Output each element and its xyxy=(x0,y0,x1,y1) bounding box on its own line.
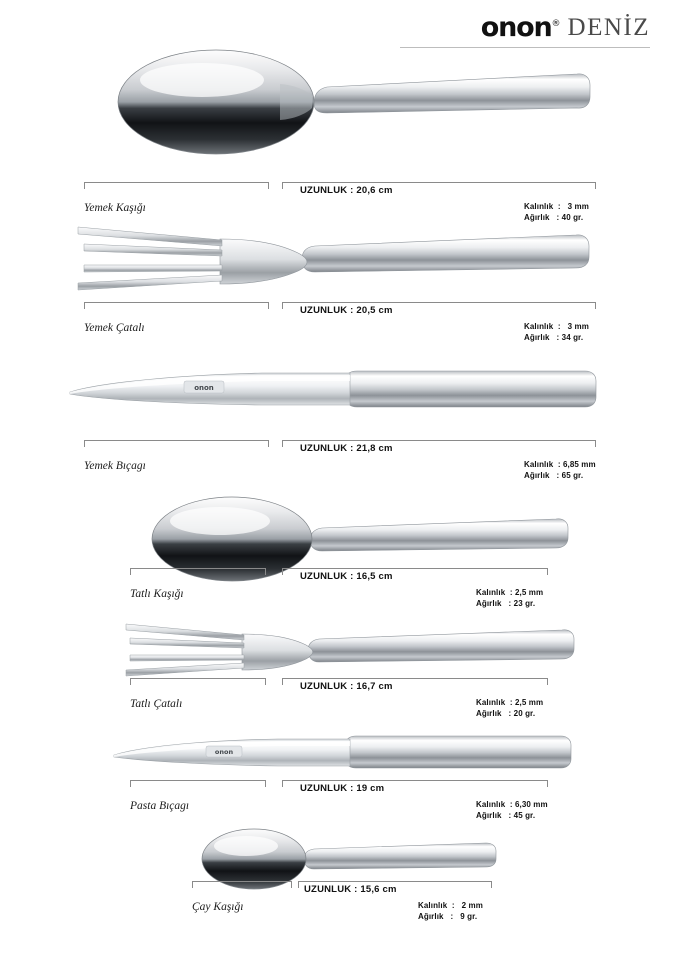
length-label-1: UZUNLUK : 20,6 cm xyxy=(300,185,393,196)
knife-illustration-1 xyxy=(62,367,602,437)
svg-text:onon: onon xyxy=(214,748,234,756)
brand-logo-text: onon xyxy=(480,12,552,43)
weight-label-6: Ağırlık : 45 gr. xyxy=(476,811,536,820)
thickness-label-7: Kalınlık : 2 mm xyxy=(418,901,483,910)
length-label-5: UZUNLUK : 16,7 cm xyxy=(300,681,393,692)
item-row-yemek-kasigi xyxy=(0,30,678,222)
caption-rule-1 xyxy=(84,182,269,196)
item-name-2: Yemek Çatalı xyxy=(84,322,145,334)
thickness-label-1: Kalınlık : 3 mm xyxy=(524,202,589,211)
caption-rule-5 xyxy=(130,678,266,692)
item-row-tatli-catali xyxy=(0,600,678,730)
registered-mark: ® xyxy=(551,19,561,29)
thickness-label-3: Kalınlık : 6,85 mm xyxy=(524,460,596,469)
weight-label-4: Ağırlık : 23 gr. xyxy=(476,599,536,608)
svg-text:onon: onon xyxy=(194,384,214,392)
caption-rule-2 xyxy=(84,302,269,316)
thickness-label-4: Kalınlık : 2,5 mm xyxy=(476,588,544,597)
item-name-5: Tatlı Çatalı xyxy=(130,698,183,710)
item-name-4: Tatlı Kaşığı xyxy=(130,588,184,600)
weight-label-3: Ağırlık : 65 gr. xyxy=(524,471,584,480)
item-name-3: Yemek Bıçagı xyxy=(84,460,146,472)
spoon-illustration-1 xyxy=(84,40,604,160)
item-row-yemek-catali xyxy=(0,195,678,355)
item-name-7: Çay Kaşığı xyxy=(192,901,244,913)
caption-rule-3 xyxy=(84,440,269,454)
length-label-6: UZUNLUK : 19 cm xyxy=(300,783,385,794)
length-label-4: UZUNLUK : 16,5 cm xyxy=(300,571,393,582)
length-label-2: UZUNLUK : 20,5 cm xyxy=(300,305,393,316)
length-label-3: UZUNLUK : 21,8 cm xyxy=(300,443,393,454)
collection-name: DENİZ xyxy=(567,14,650,41)
item-name-6: Pasta Bıçagı xyxy=(130,800,190,812)
item-row-yemek-bicagi xyxy=(0,345,678,495)
weight-label-7: Ağırlık : 9 gr. xyxy=(418,912,478,921)
weight-label-2: Ağırlık : 34 gr. xyxy=(524,333,584,342)
thickness-label-6: Kalınlık : 6,30 mm xyxy=(476,800,548,809)
thickness-label-2: Kalınlık : 3 mm xyxy=(524,322,589,331)
caption-rule-7 xyxy=(192,881,292,895)
length-label-7: UZUNLUK : 15,6 cm xyxy=(304,884,397,895)
item-row-cay-kasigi xyxy=(0,815,678,935)
weight-label-1: Ağırlık : 40 gr. xyxy=(524,213,584,222)
caption-rule-6 xyxy=(130,780,266,794)
caption-rule-4 xyxy=(130,568,266,582)
weight-label-5: Ağırlık : 20 gr. xyxy=(476,709,536,718)
thickness-label-5: Kalınlık : 2,5 mm xyxy=(476,698,544,707)
item-name-1: Yemek Kaşığı xyxy=(84,202,146,214)
item-row-tatli-kasigi xyxy=(0,478,678,618)
